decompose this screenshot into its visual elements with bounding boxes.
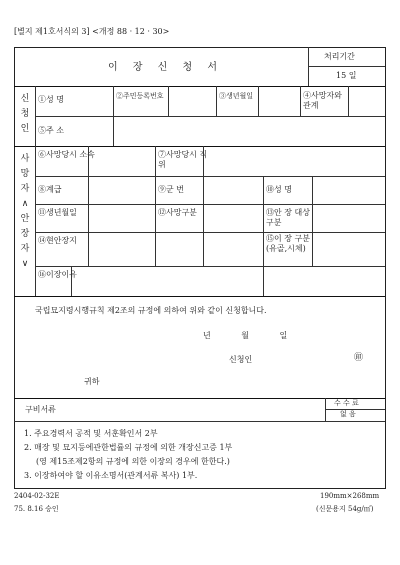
deceased-remains-type-label: ⑮이 장 구분(유골,시체) — [266, 234, 310, 253]
documents-label: 구비서류 — [25, 405, 56, 414]
fee-label: 수 수 료 — [334, 399, 359, 407]
applicant-signature-label: 신청인 — [229, 355, 253, 364]
deceased-reason-label: ⑯이장이유 — [38, 270, 77, 279]
deceased-burial-target-label: ⑬안 장 대상 구분 — [266, 208, 310, 227]
deceased-name-label: ⑩성 명 — [266, 185, 292, 194]
applicant-section-label: 신 청 인 — [20, 94, 30, 134]
deceased-burial-site-label: ⑭현안장지 — [38, 236, 77, 245]
deceased-org-label: ⑥사망당시 소속 — [38, 150, 95, 159]
deceased-section-label: 사 망 자 ∧ 안 장 자 ∨ — [20, 154, 30, 269]
applicant-name-label: ①성 명 — [38, 95, 64, 104]
deceased-birth-label: ⑪생년월일 — [38, 208, 77, 217]
form-frame — [14, 47, 386, 489]
document-item-1: 1. 주요경력서 공적 및 서훈확인서 2부 — [24, 429, 158, 438]
processing-period-value: 15 일 — [336, 71, 357, 80]
form-reference: [별지 제1호서식의 3] <개정 88 · 12 · 30> — [14, 27, 170, 36]
applicant-address-label: ⑤주 소 — [38, 126, 64, 135]
document-item-2: 2. 매장 및 묘지등에관한법률의 규정에 의한 개장신고증 1부 — [24, 443, 233, 452]
deceased-death-type-label: ⑫사망구분 — [158, 208, 197, 217]
applicant-rrn-label: ②주민등록번호 — [116, 92, 164, 100]
seal-mark: ㊞ — [354, 353, 364, 363]
footer-code: 2404-02-32E — [14, 492, 60, 500]
fee-value: 없 음 — [340, 410, 356, 418]
document-item-2-note: (영 제15조제2항의 규정에 의한 이장의 경우에 한한다.) — [36, 457, 230, 466]
deceased-rank-label: ⑧계급 — [38, 185, 62, 194]
footer-approval: 75. 8.16 승인 — [14, 505, 59, 513]
declaration-text: 국립묘지령시행규칙 제2조의 규정에 의하여 위와 같이 신청합니다. — [35, 306, 267, 315]
declaration-date: 년 월 일 — [203, 331, 294, 340]
deceased-position-label: ⑦사망당시 직위 — [158, 150, 208, 169]
deceased-service-no-label: ⑨군 번 — [158, 185, 184, 194]
processing-period-label: 처리기간 — [324, 52, 355, 61]
applicant-birth-label: ③생년월일 — [219, 92, 254, 100]
footer-paper-type: (신문용지 54g/㎡) — [316, 505, 374, 513]
document-item-3: 3. 이장하여야 할 이유소명서(관계서류 복사) 1부. — [24, 471, 198, 480]
applicant-relation-label: ④사망자와 관계 — [303, 91, 342, 110]
form-title: 이 장 신 청 서 — [108, 62, 224, 73]
footer-paper-size: 190mm×268mm — [320, 492, 380, 500]
recipient-label: 귀하 — [84, 377, 100, 386]
